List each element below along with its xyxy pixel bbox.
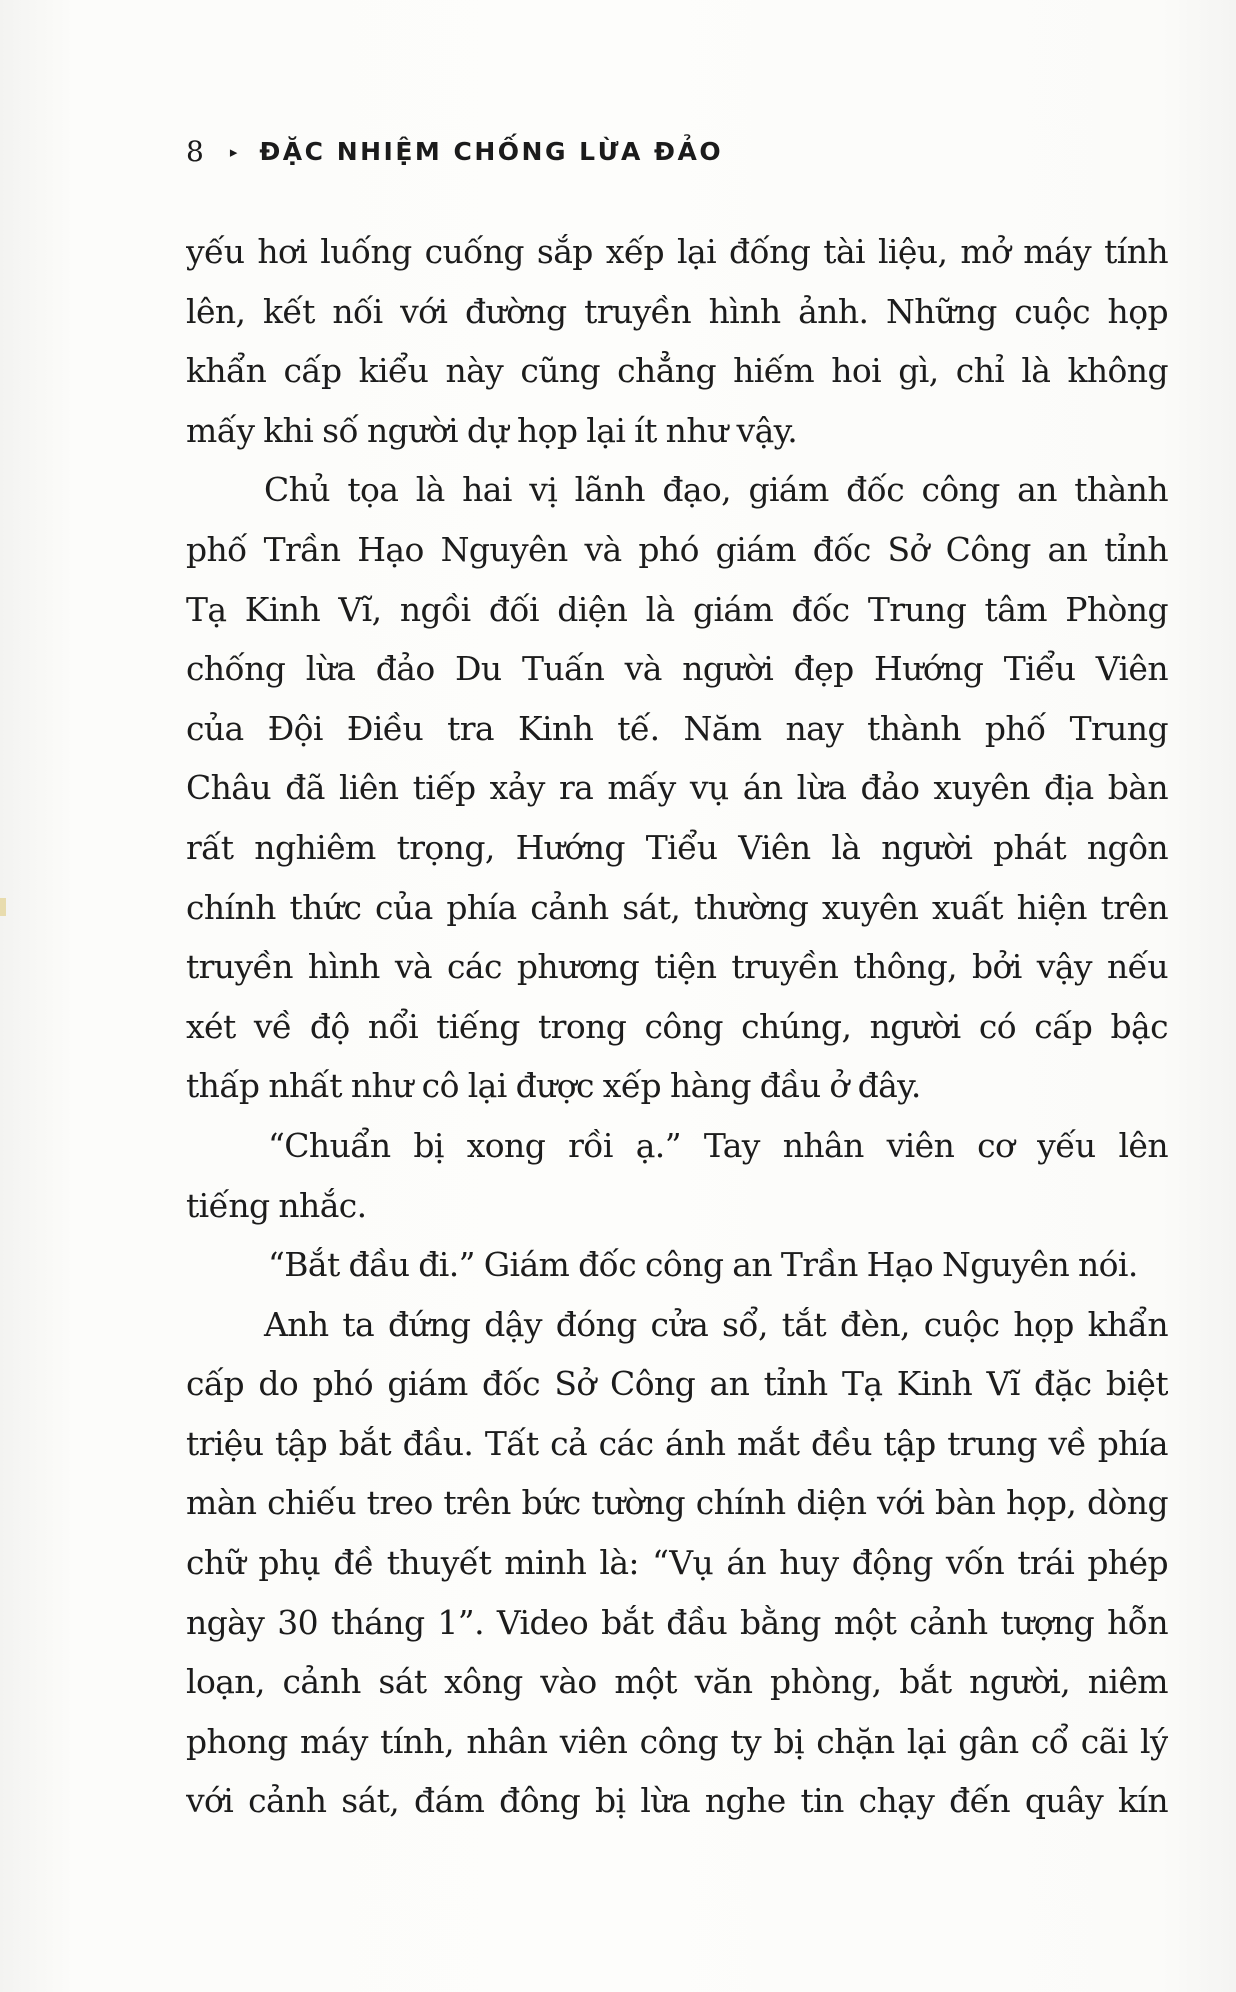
text-line: chính thức của phía cảnh sát, thường xuyên xuất hiện trên bbox=[186, 887, 1168, 927]
text-line: “Chuẩn bị xong rồi ạ.” Tay nhân viên cơ yếu lên bbox=[268, 1125, 1168, 1165]
page-edge-mark bbox=[0, 898, 6, 916]
body-text bbox=[186, 222, 1168, 1831]
text-line: loạn, cảnh sát xông vào một văn phòng, bắt người, niêm bbox=[186, 1662, 1168, 1702]
running-header bbox=[186, 132, 723, 172]
text-line: tiếng nhắc. bbox=[186, 1185, 367, 1225]
text-line: truyền hình và các phương tiện truyền thông, bởi vậy nếu bbox=[186, 947, 1168, 987]
text-line: cấp do phó giám đốc Sở Công an tỉnh Tạ Kinh Vĩ đặc biệt bbox=[186, 1364, 1168, 1404]
book-title: ĐẶC NHIỆM CHỐNG LỪA ĐẢO bbox=[259, 137, 724, 166]
arrow-icon: ▸ bbox=[229, 143, 238, 161]
text-line: triệu tập bắt đầu. Tất cả các ánh mắt đều tập trung về phía bbox=[186, 1423, 1168, 1463]
text-line: chống lừa đảo Du Tuấn và người đẹp Hướng Tiểu Viên bbox=[186, 649, 1168, 689]
page-number: 8 bbox=[186, 135, 204, 168]
text-line: Tạ Kinh Vĩ, ngồi đối diện là giám đốc Trung tâm Phòng bbox=[186, 589, 1168, 629]
text-line: Chủ tọa là hai vị lãnh đạo, giám đốc công an thành bbox=[264, 470, 1168, 510]
text-line: Châu đã liên tiếp xảy ra mấy vụ án lừa đảo xuyên địa bàn bbox=[186, 768, 1168, 808]
text-line: khẩn cấp kiểu này cũng chẳng hiếm hoi gì, chỉ là không bbox=[186, 351, 1168, 391]
text-line: “Bắt đầu đi.” Giám đốc công an Trần Hạo Nguyên nói. bbox=[268, 1245, 1138, 1285]
text-line: phong máy tính, nhân viên công ty bị chặn lại gân cổ cãi lý bbox=[186, 1721, 1168, 1761]
text-line: Anh ta đứng dậy đóng cửa sổ, tắt đèn, cuộc họp khẩn bbox=[264, 1304, 1168, 1344]
text-line: thấp nhất như cô lại được xếp hàng đầu ở đây. bbox=[186, 1066, 921, 1106]
text-line: mấy khi số người dự họp lại ít như vậy. bbox=[186, 410, 798, 450]
text-line: ngày 30 tháng 1”. Video bắt đầu bằng một cảnh tượng hỗn bbox=[186, 1602, 1168, 1642]
text-line: phố Trần Hạo Nguyên và phó giám đốc Sở Công an tỉnh bbox=[186, 529, 1168, 569]
text-line: yếu hơi luống cuống sắp xếp lại đống tài liệu, mở máy tính bbox=[186, 232, 1168, 271]
text-line: lên, kết nối với đường truyền hình ảnh. Những cuộc họp bbox=[186, 291, 1168, 331]
text-line: của Đội Điều tra Kinh tế. Năm nay thành phố Trung bbox=[186, 708, 1168, 748]
text-line: chữ phụ đề thuyết minh là: “Vụ án huy động vốn trái phép bbox=[186, 1543, 1168, 1583]
text-line: rất nghiêm trọng, Hướng Tiểu Viên là người phát ngôn bbox=[186, 827, 1168, 867]
text-line: với cảnh sát, đám đông bị lừa nghe tin chạy đến quây kín bbox=[186, 1781, 1168, 1821]
text-line: màn chiếu treo trên bức tường chính diện với bàn họp, dòng bbox=[186, 1483, 1168, 1523]
text-line: xét về độ nổi tiếng trong công chúng, người có cấp bậc bbox=[186, 1006, 1168, 1046]
